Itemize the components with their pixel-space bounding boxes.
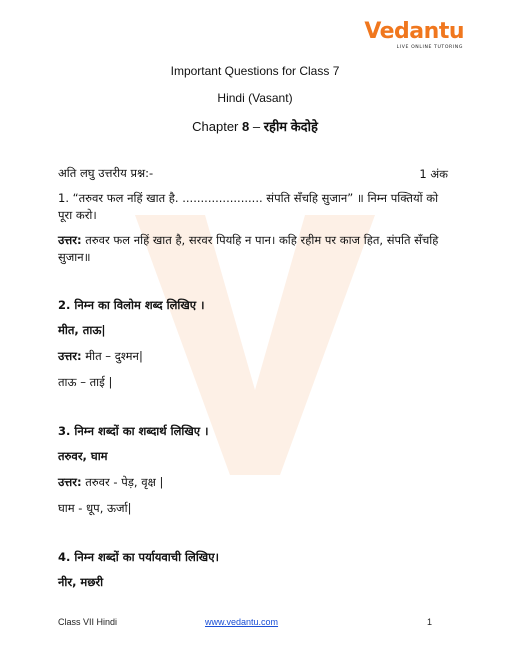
answer-text: मीत – दुश्मन| — [85, 349, 143, 363]
answer-3-line-2: घाम - धूप, ऊर्जा| — [58, 501, 132, 515]
footer-website-link[interactable]: www.vedantu.com — [205, 617, 279, 627]
document-title: Important Questions for Class 7 — [170, 64, 340, 78]
answer-1 — [58, 232, 453, 266]
chapter-prefix: Chapter — [192, 119, 239, 134]
question-2-words: मीत, ताऊ| — [58, 323, 106, 337]
chapter-title: रहीम केदोहे — [263, 119, 318, 134]
question-2: 2. निम्न का विलोम शब्द लिखिए । — [58, 298, 205, 312]
answer-3 — [58, 474, 163, 491]
logo-tagline: LIVE ONLINE TUTORING — [396, 45, 463, 50]
section-marks: 1 अंक — [419, 167, 448, 181]
answer-2-line-2: ताऊ – ताई | — [58, 375, 113, 389]
footer-class-label: Class VII Hindi — [58, 617, 118, 627]
answer-label: उत्तर: — [58, 233, 82, 247]
subject-line: Hindi (Vasant) — [217, 91, 293, 105]
answer-label: उत्तर: — [58, 475, 82, 489]
question-3-words: तरुवर, घाम — [58, 449, 108, 463]
answer-2 — [58, 348, 143, 365]
question-3: 3. निम्न शब्दों का शब्दार्थ लिखिए । — [58, 424, 209, 438]
question-1: 1. “तरुवर फल नहिं खात है. ...................... संपति सँचहि सुजान” ॥ निम्न पक्तियों को पूरा करो। — [58, 191, 439, 222]
logo-wordmark: Vedantu — [364, 19, 464, 44]
answer-text: तरुवर फल नहिं खात है, सरवर पियहि न पान। कहि रहीम पर काज हित, संपति सँचहि सुजान॥ — [58, 233, 439, 264]
chapter-number: 8 — [242, 119, 250, 134]
section-title: अति लघु उत्तरीय प्रश्न:- — [58, 166, 154, 180]
question-4-words: नीर, मछरी — [58, 575, 104, 589]
chapter-dash: – — [252, 119, 261, 134]
footer-page-number: 1 — [426, 617, 432, 627]
answer-text: तरुवर - पेड़, वृक्ष | — [85, 475, 164, 489]
question-4: 4. निम्न शब्दों का पर्यायवाची लिखिए। — [58, 550, 219, 564]
vedantu-logo — [364, 20, 464, 50]
chapter-heading — [0, 117, 510, 135]
answer-label: उत्तर: — [58, 349, 82, 363]
